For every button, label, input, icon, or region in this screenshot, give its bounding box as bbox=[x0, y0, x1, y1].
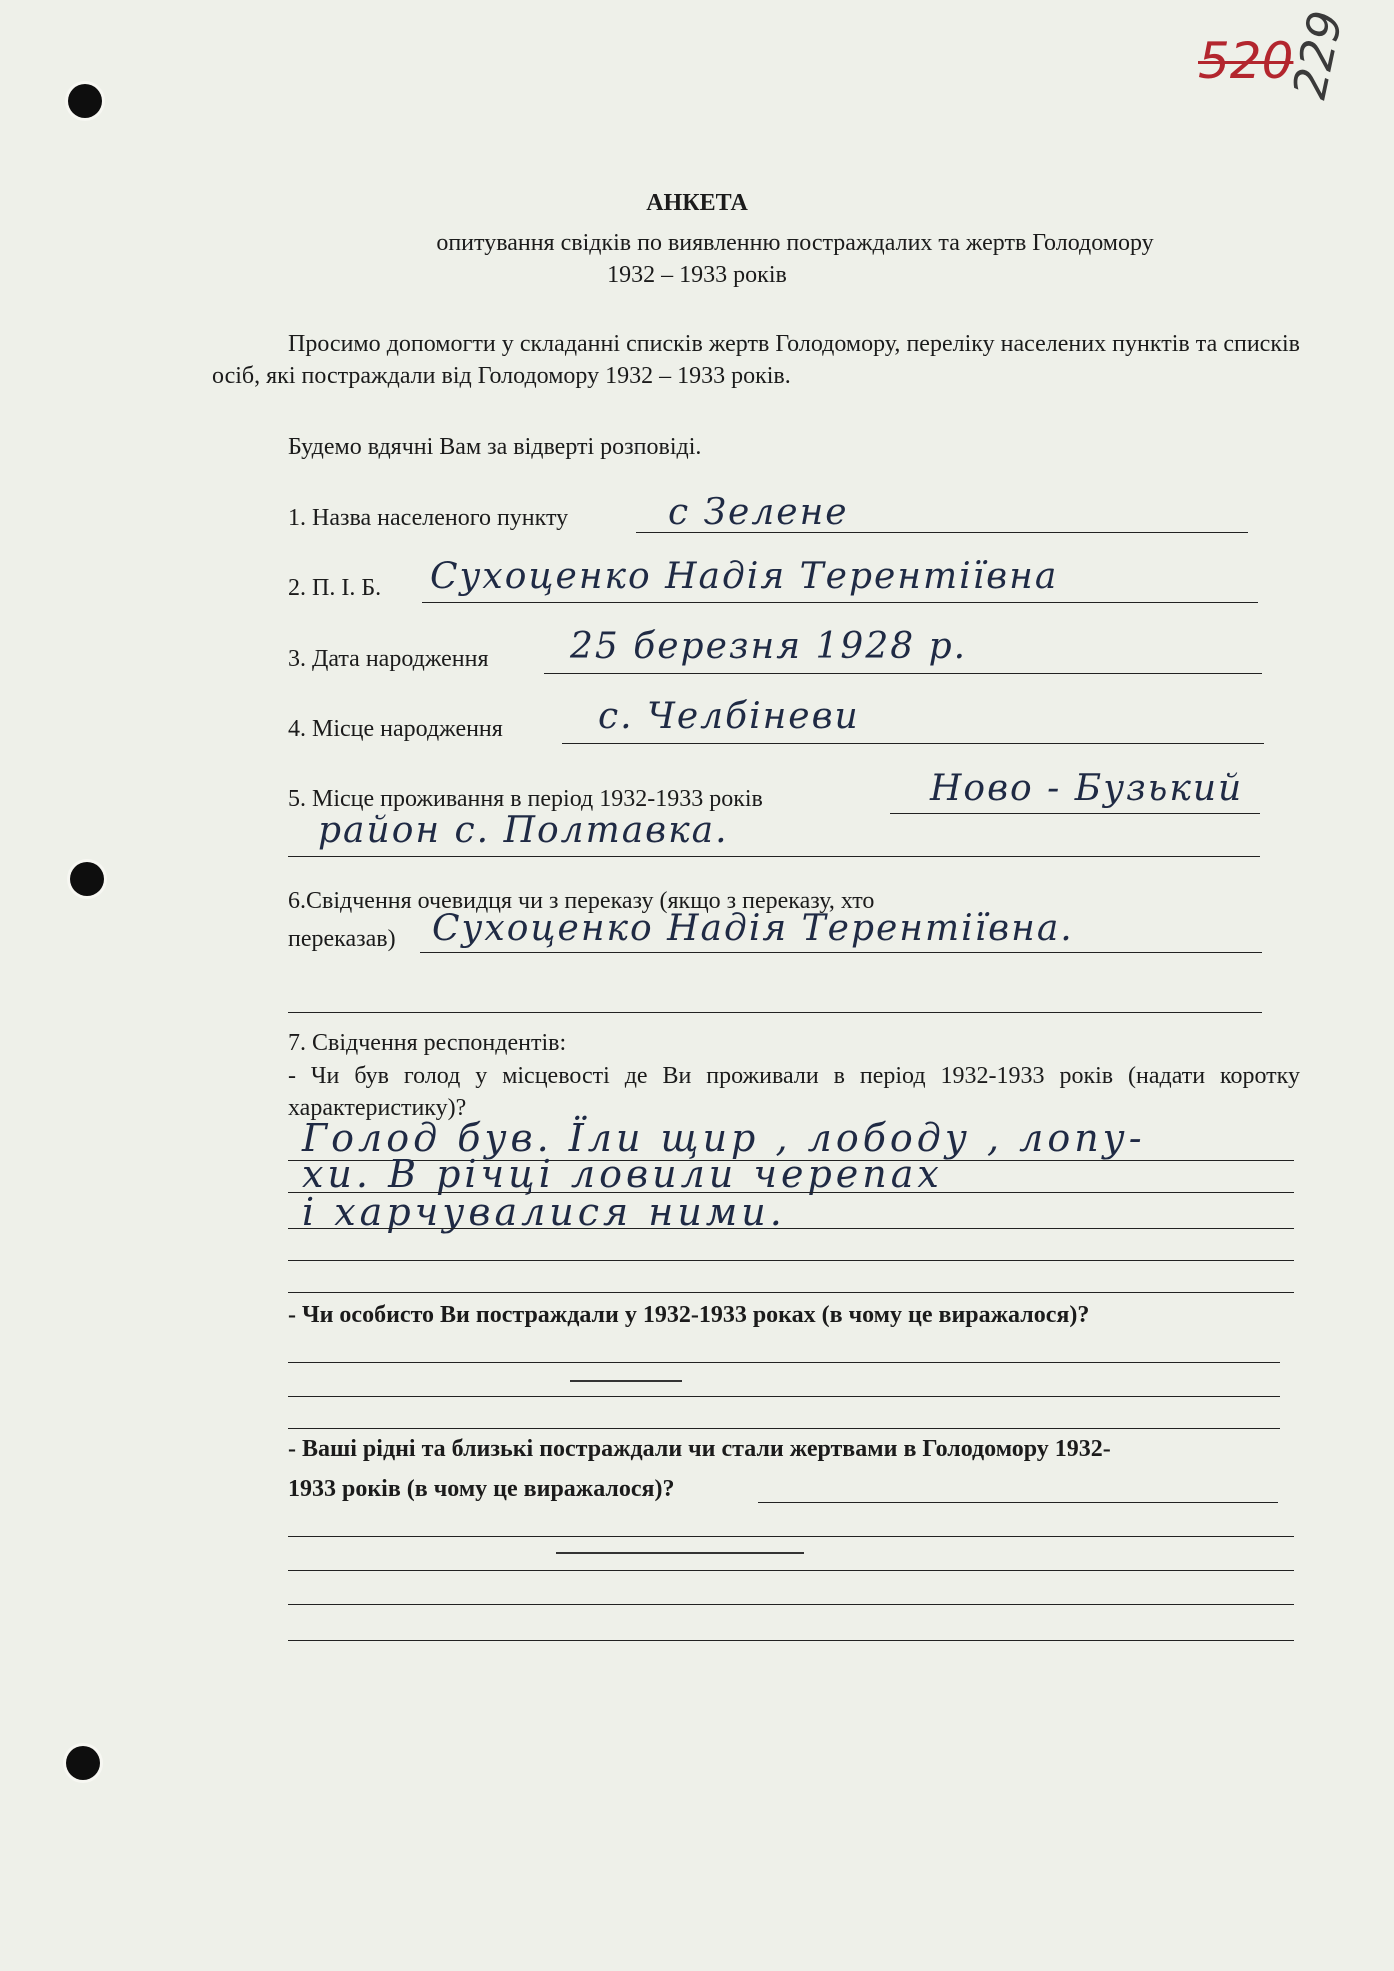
form-title: АНКЕТА bbox=[646, 190, 748, 216]
answer-3-rule-3 bbox=[288, 1570, 1294, 1571]
answer-3-rule-1 bbox=[758, 1502, 1278, 1503]
stray-pen-stroke-2 bbox=[556, 1552, 804, 1554]
residence-line-1 bbox=[890, 813, 1260, 814]
question-1: - Чи був голод у місцевості де Ви проживали в період 1932-1933 років (надати коротку характеристику)? bbox=[288, 1063, 1300, 1121]
residence-value-1[interactable]: Ново - Бузький bbox=[930, 768, 1244, 809]
residence-line-2 bbox=[288, 856, 1260, 857]
name-label: 2. П. І. Б. bbox=[288, 575, 382, 601]
answer-3-rule-2 bbox=[288, 1536, 1294, 1537]
section7-heading: 7. Свідчення респондентів: bbox=[288, 1030, 567, 1056]
birth-place-label: 4. Місце народження bbox=[288, 716, 503, 742]
answer-1-line-3[interactable]: і харчувалися ними. bbox=[302, 1190, 786, 1234]
answer-2-rule-1 bbox=[288, 1362, 1280, 1363]
archive-number-struck: 520 bbox=[1198, 32, 1294, 90]
birth-place-value[interactable]: с. Челбіневи bbox=[598, 696, 860, 737]
settlement-value[interactable]: с Зелене bbox=[668, 492, 849, 533]
testimony-label-1: 6.Свідчення очевидця чи з переказу (якщо з переказу, хто bbox=[288, 888, 875, 914]
punch-hole-middle bbox=[70, 862, 104, 896]
stray-pen-stroke-1 bbox=[570, 1380, 682, 1382]
form-subtitle: опитування свідків по виявленню постраждалих та жертв Голодомору bbox=[436, 230, 1154, 256]
answer-2-rule-2 bbox=[288, 1396, 1280, 1397]
answer-3-rule-5 bbox=[288, 1640, 1294, 1641]
testimony-value[interactable]: Сухоценко Надія Терентіївна. bbox=[432, 908, 1074, 949]
answer-1-line-1[interactable]: Голод був. Їли щир , лободу , лопу- bbox=[302, 1116, 1146, 1160]
birth-place-line bbox=[562, 743, 1264, 744]
form-years: 1932 – 1933 років bbox=[607, 262, 787, 288]
birth-date-label: 3. Дата народження bbox=[288, 646, 489, 672]
answer-1-line-2[interactable]: хи. В річці ловили черепах bbox=[302, 1152, 943, 1196]
intro-thanks: Будемо вдячні Вам за відверті розповіді. bbox=[288, 434, 702, 460]
residence-value-2[interactable]: район с. Полтавка. bbox=[318, 810, 729, 851]
testimony-line-2 bbox=[288, 1012, 1262, 1013]
intro-paragraph: Просимо допомогти у складанні списків жертв Голодомору, переліку населених пунктів та списків осіб, які постраждали від Голодомору 1932 – 1933 років. bbox=[212, 331, 1300, 389]
testimony-line-1 bbox=[420, 952, 1262, 953]
name-value[interactable]: Сухоценко Надія Терентіївна bbox=[430, 556, 1059, 597]
answer-1-rule-5 bbox=[288, 1292, 1294, 1293]
testimony-label-2: переказав) bbox=[288, 926, 396, 952]
answer-3-rule-4 bbox=[288, 1604, 1294, 1605]
residence-label: 5. Місце проживання в період 1932-1933 років bbox=[288, 786, 763, 812]
name-line bbox=[422, 602, 1258, 603]
birth-date-line bbox=[544, 673, 1262, 674]
settlement-label: 1. Назва населеного пункту bbox=[288, 505, 569, 531]
punch-hole-bottom bbox=[66, 1746, 100, 1780]
archive-number-current: 229 bbox=[1282, 6, 1354, 104]
answer-1-rule-3 bbox=[288, 1228, 1294, 1229]
punch-hole-top bbox=[68, 84, 102, 118]
birth-date-value[interactable]: 25 березня 1928 р. bbox=[570, 626, 968, 667]
question-3-line-2: 1933 років (в чому це виражалося)? bbox=[288, 1476, 675, 1502]
answer-2-rule-3 bbox=[288, 1428, 1280, 1429]
answer-1-rule-4 bbox=[288, 1260, 1294, 1261]
question-3-line-1: - Ваші рідні та близькі постраждали чи стали жертвами в Голодомору 1932- bbox=[288, 1436, 1111, 1462]
question-2: - Чи особисто Ви постраждали у 1932-1933 роках (в чому це виражалося)? bbox=[288, 1302, 1090, 1328]
